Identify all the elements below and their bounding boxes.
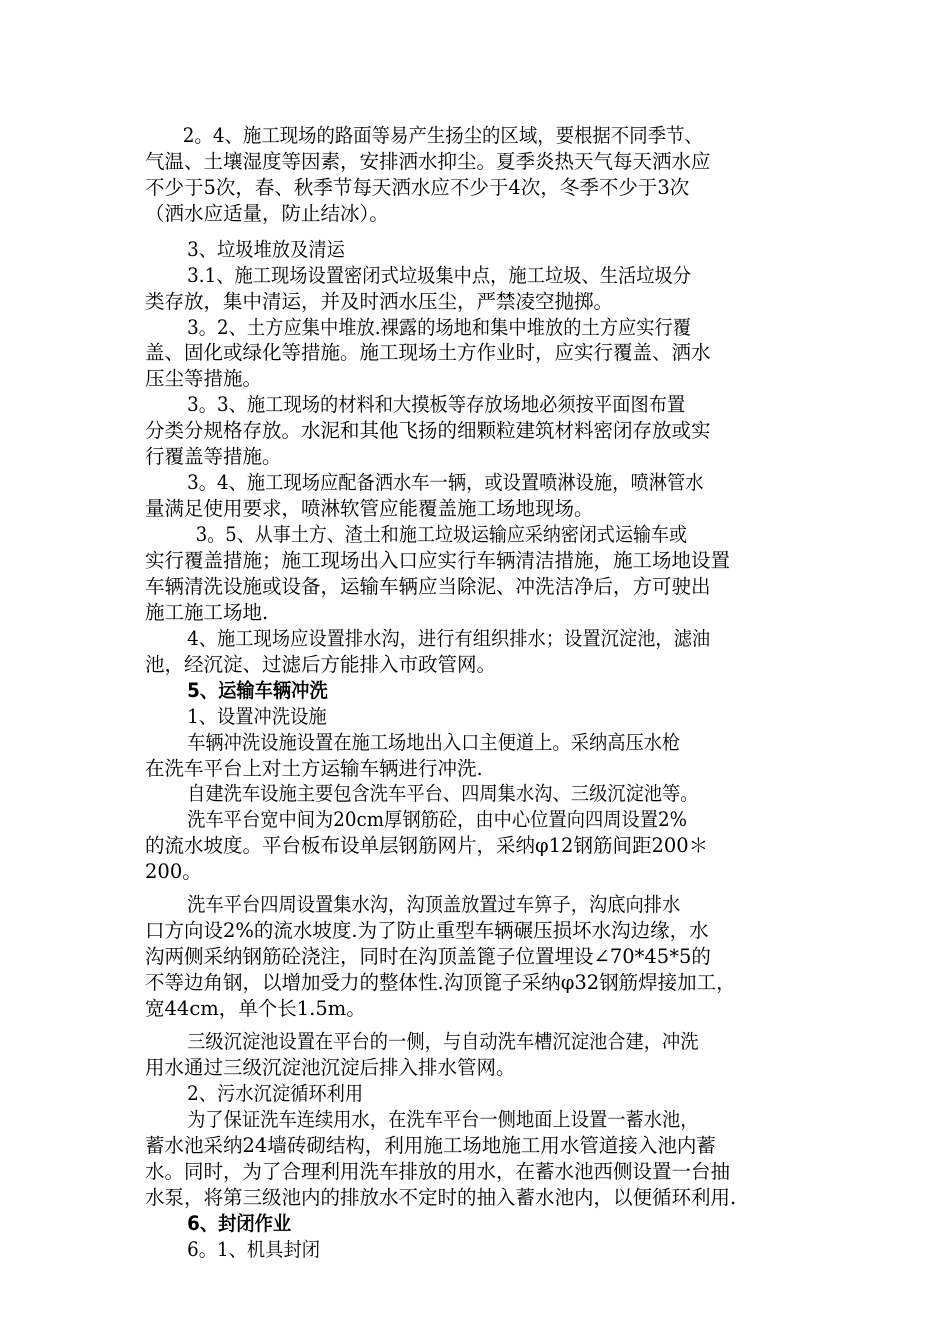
text-line: 3。4、施工现场应配备洒水车一辆，或设置喷淋设施，喷淋管水 xyxy=(187,471,704,494)
text-line: 2。4、施工现场的路面等易产生扬尘的区域，要根据不同季节、 xyxy=(182,124,703,147)
text-line: 类存放，集中清运，并及时洒水压尘，严禁凌空抛掷。 xyxy=(145,290,614,313)
text-line: 洗车平台四周设置集水沟，沟顶盖放置过车箅子，沟底向排水 xyxy=(187,893,681,916)
text-line: 为了保证洗车连续用水，在洗车平台一侧地面上设置一蓄水池， xyxy=(187,1108,699,1131)
text-line: 洗车平台宽中间为20cm厚钢筋砼，由中心位置向四周设置2% xyxy=(187,808,687,831)
text-line: 在洗车平台上对土方运输车辆进行冲洗. xyxy=(145,757,483,780)
text-line: 压尘等措施。 xyxy=(145,367,263,390)
subsection-heading: 1、设置冲洗设施 xyxy=(187,705,327,728)
text-line: 宽44cm，单个长1.5m。 xyxy=(145,997,366,1020)
text-line: 水泵，将第三级池内的排放水不定时的抽入蓄水池内，以便循环利用. xyxy=(145,1186,737,1209)
text-line: 气温、土壤湿度等因素，安排洒水抑尘。夏季炎热天气每天洒水应 xyxy=(145,150,711,173)
text-line: 水。同时，为了合理利用洗车排放的用水，在蓄水池西侧设置一台抽 xyxy=(145,1160,731,1183)
text-line: 施工施工场地. xyxy=(145,601,269,624)
text-line: 3。5、从事土方、渣土和施工垃圾运输应采纳密闭式运输车或 xyxy=(195,523,688,546)
text-line: 200。 xyxy=(145,860,202,883)
text-line: 三级沉淀池设置在平台的一侧，与自动洗车槽沉淀池合建，冲洗 xyxy=(187,1030,699,1053)
text-line: 盖、固化或绿化等措施。施工现场土方作业时，应实行覆盖、洒水 xyxy=(145,341,711,364)
text-line: 4、施工现场应设置排水沟，进行有组织排水；设置沉淀池，滤油 xyxy=(187,627,711,650)
text-line: （洒水应适量，防止结冰）。 xyxy=(145,202,389,225)
text-line: 沟两侧采纳钢筋砼浇注，同时在沟顶盖篦子位置埋设∠70*45*5的 xyxy=(145,945,711,968)
text-line: 实行覆盖措施；施工现场出入口应实行车辆清洁措施，施工场地设置 xyxy=(145,549,731,572)
text-line: 不少于5次，春、秋季节每天洒水应不少于4次，冬季不少于3次 xyxy=(145,176,690,199)
section-heading: 3、垃圾堆放及清运 xyxy=(187,238,345,261)
subsection-heading: 6。1、机具封闭 xyxy=(187,1238,320,1261)
text-line: 3.1、施工现场设置密闭式垃圾集中点，施工垃圾、生活垃圾分 xyxy=(187,264,692,287)
text-line: 车辆清洗设施或设备，运输车辆应当除泥、冲洗洁净后，方可驶出 xyxy=(145,575,711,598)
text-line: 自建洗车设施主要包含洗车平台、四周集水沟、三级沉淀池等。 xyxy=(187,782,699,805)
subsection-heading: 2、污水沉淀循环利用 xyxy=(187,1082,364,1105)
text-line: 3。2、土方应集中堆放.裸露的场地和集中堆放的土方应实行覆 xyxy=(187,316,692,339)
text-line: 3。3、施工现场的材料和大摸板等存放场地必须按平面图布置 xyxy=(187,393,686,416)
section-heading: 5、运输车辆冲洗 xyxy=(187,679,328,702)
text-line: 蓄水池采纳24墙砖砌结构，利用施工场地施工用水管道接入池内蓄 xyxy=(145,1134,716,1157)
text-line: 分类分规格存放。水泥和其他飞扬的细颗粒建筑材料密闭存放或实 xyxy=(145,419,711,442)
text-line: 车辆冲洗设施设置在施工场地出入口主便道上。采纳高压水枪 xyxy=(187,731,681,754)
text-line: 行覆盖等措施。 xyxy=(145,445,282,468)
text-line: 用水通过三级沉淀池沉淀后排入排水管网。 xyxy=(145,1056,516,1079)
text-line: 量满足使用要求，喷淋软管应能覆盖施工场地现场。 xyxy=(145,497,594,520)
text-line: 口方向设2%的流水坡度.为了防止重型车辆碾压损坏水沟边缘，水 xyxy=(145,919,709,942)
text-line: 池，经沉淀、过滤后方能排入市政管网。 xyxy=(145,653,497,676)
section-heading: 6、封闭作业 xyxy=(187,1212,292,1235)
text-line: 的流水坡度。平台板布设单层钢筋网片，采纳φ12钢筋间距200＊ xyxy=(145,834,709,857)
text-line: 不等边角钢，以增加受力的整体性.沟顶篦子采纳φ32钢筋焊接加工， xyxy=(145,971,736,994)
